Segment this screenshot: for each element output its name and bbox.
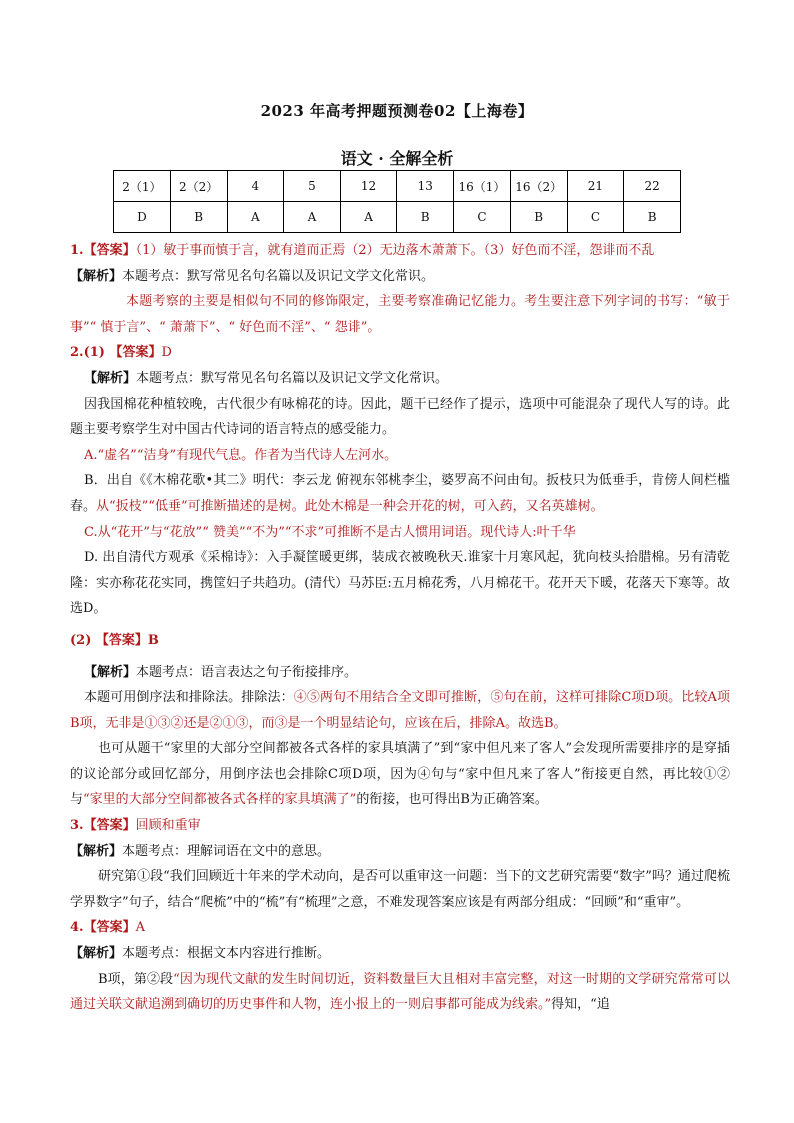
q2-option-d: D. 出自清代方观承《采棉诗》：入手凝筐暖更绑，装成衣被晚秋天.谁家十月寒风起，犹向枝头拾腊棉。另有清乾隆：实亦称花花实同，携筐妇子共趋功。(清代）马苏臣:五月棉花秀，八月棉花干。花开天下暖，花落天下寒等。故选D。 [70,550,730,617]
q4-p1-tail: 得知，“追 [551,997,610,1013]
table-cell: D [114,202,171,233]
table-cell: A [284,202,341,233]
q2b-answer-text: B [147,632,159,648]
table-cell: 13 [397,171,454,202]
q2-answer-text: D [161,345,172,361]
table-row-answers [114,202,681,233]
table-cell: 21 [567,171,624,202]
q2b-p2-tail: 的衔接，也可得出B为正确答案。 [356,792,548,808]
q1-paragraph: 本题考察的主要是相似句不同的修饰限定，主要考察准确记忆能力。考生要注意下列字词的书写：“敏于事”“ 慎于言”、“ 萧萧下”、“ 好色而不淫”、“ 怨诽”。 [70,294,730,335]
q4-p1-lead: B项，第②段 [98,971,174,987]
table-cell: B [170,202,227,233]
q2-analysis-text: 本题考点：默写常见名句名篇以及识记文学文化常识。 [136,370,449,386]
q2-analysis [70,366,730,392]
q1-analysis [70,264,730,290]
q2b-paragraph-2 [70,736,730,813]
page-title: 2023 年高考押题预测卷02【上海卷】 [260,102,534,120]
q2b-p2-quote: “家里的大部分空间都被各式各样的家具填满了” [83,792,357,808]
table-row-questions [114,171,681,202]
q1-answer-label: 1.【答案】 [70,243,136,258]
table-cell: 2（2） [170,171,227,202]
table-cell: 16（2） [510,171,567,202]
q3-analysis [70,839,730,865]
table-cell: 22 [624,171,681,202]
q4-answer-label: 4.【答案】 [70,920,136,936]
document-body [70,238,730,1018]
table-cell: 5 [284,171,341,202]
q4-analysis-text: 本题考点：根据文本内容进行推断。 [122,946,331,962]
answer-table [113,170,681,233]
table-cell: B [624,202,681,233]
q1-analysis-text: 本题考点：默写常见名句名篇以及识记文学文化常识。 [122,268,435,284]
q2b-paragraph-1 [70,685,730,736]
table-cell: 4 [227,171,284,202]
q2-option-b-note: 从“扳枝”“低垂”可推断描述的是树。此处木棉是一种会开花的树，可入药，又名英雄树。 [96,498,604,514]
table-cell: C [567,202,624,233]
q2-answer [70,340,730,366]
q4-answer [70,915,730,941]
q2-analysis-label: 【解析】 [84,370,137,386]
q2b-p1-lead: 本题可用倒序法和排除法。排除法： [84,690,294,706]
q4-p1-quote: “因为现代文献的发生时间切近，资料数量巨大且相对丰富完整，对这一时期的文学研究常常可以通过关联文献追溯到确切的历史事件和人物，连小报上的一则启事都可能成为线索。” [70,971,730,1013]
page-subtitle: 语文 · 全解全析 [340,149,454,168]
q4-analysis-label: 【解析】 [70,946,123,962]
q3-analysis-text: 本题考点：理解词语在文中的意思。 [122,843,331,859]
q4-answer-text: A [135,920,145,936]
q1-answer-text: （1）敏于事而慎于言，就有道而正焉（2）无边落木萧萧下。（3）好色而不淫，怨诽而不乱 [135,243,655,258]
q2b-analysis-label: 【解析】 [84,664,137,680]
q2b-analysis [70,660,730,686]
q3-answer-label: 3.【答案】 [70,818,136,834]
q2-option-b [70,468,730,519]
q2-paragraph: 因我国棉花种植较晚，古代很少有咏棉花的诗。因此，题干已经作了提示，选项中可能混杂了现代人写的诗。此题主要考察学生对中国古代诗词的语言特点的感受能力。 [70,396,730,438]
q2-option-a: A.“虚名”“洁身”有现代气息。作者为当代诗人左河水。 [84,447,398,463]
table-cell: 16（1） [454,171,511,202]
q4-paragraph [70,967,730,1018]
table-cell: A [227,202,284,233]
q3-answer-text: 回顾和重审 [135,818,201,834]
q2b-p2-lead: 也可从题干“家里的大部分空间都被各式各样的家具填满了”到“家中但凡来了客人”会发现所需要排序的是穿插的议论部分或回忆部分，用倒序法也会排除C项D项，因为④句与“家中但凡来了客人”衔接更自然，再比较①②与 [70,741,730,808]
q4-analysis [70,941,730,967]
table-cell: A [340,202,397,233]
table-cell: 2（1） [114,171,171,202]
q2b-answer-label: (2) 【答案】 [70,632,148,648]
q3-paragraph: 研究第①段“我们回顾近十年来的学术动向，是否可以重审这一问题：当下的文艺研究需要“数字”吗？通过爬梳学界数字”句子，结合“爬梳”中的“梳”有“梳理”之意，不难发现答案应该是有两部分组成：“回顾”和“重审”。 [70,869,730,910]
q2-option-b-source: B．出自《《木棉花歌•其二》明代：李云龙 俯视东邻桃李尘，婆罗高不问由旬。扳枝只为低垂手，肯傍人间栏槛春。 [70,473,730,514]
q2b-answer [70,628,730,654]
q2-option-c: C.从“花开”与“花放”“ 赞美”“不为”“不求”可推断不是古人惯用词语。现代诗人:叶千华 [84,524,576,540]
q2-answer-label: 2.(1) 【答案】 [70,345,162,361]
q3-answer [70,813,730,839]
table-cell: B [397,202,454,233]
q2b-analysis-text: 本题考点：语言表达之句子衔接排序。 [136,664,358,680]
q1-answer [70,238,730,264]
q1-analysis-label: 【解析】 [70,268,123,284]
table-cell: C [454,202,511,233]
q2b-p1-body: ④⑤两句不用结合全文即可推断，⑤句在前，这样可排除C项D项。比较A项B项，无非是①③②还是②①③，而③是一个明显结论句，应该在后，排除A。故选B。 [70,690,730,731]
table-cell: 12 [340,171,397,202]
table-cell: B [510,202,567,233]
q3-analysis-label: 【解析】 [70,843,123,859]
